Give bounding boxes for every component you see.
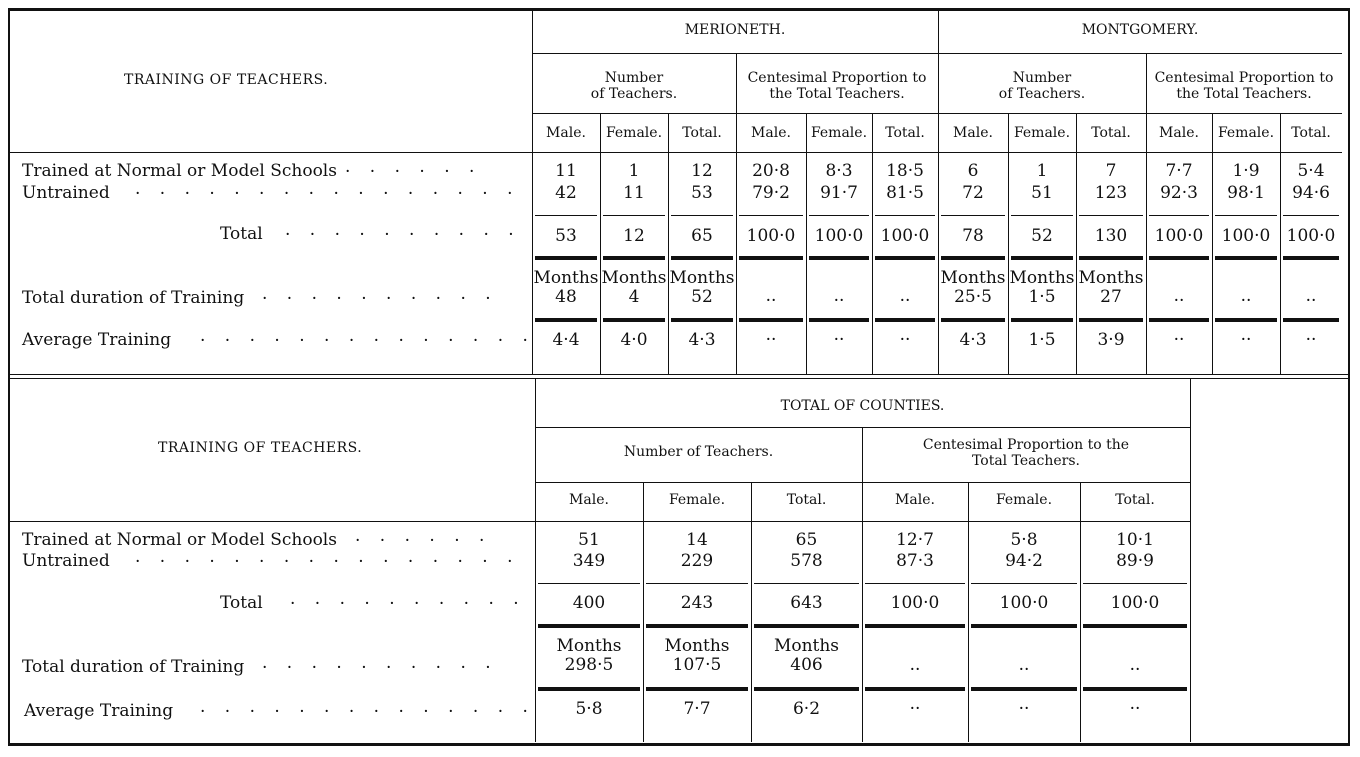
- total-rule: [865, 687, 965, 691]
- table-cell: 52: [691, 287, 713, 307]
- total-rule: [1079, 318, 1143, 322]
- table-cell: 65: [691, 226, 713, 246]
- total-rule: [671, 256, 733, 260]
- table-cell: ··: [1173, 330, 1185, 350]
- total-rule: [809, 256, 869, 260]
- proportion-heading: Centesimal Proportion to the Total Teachers.: [922, 437, 1130, 469]
- row-rule: [1079, 215, 1143, 216]
- total-rule: [603, 256, 665, 260]
- column-heading: Total.: [1291, 125, 1331, 141]
- total-rule: [535, 318, 597, 322]
- table-cell: 100·0: [1221, 226, 1271, 246]
- region-heading: TOTAL OF COUNTIES.: [780, 398, 945, 414]
- table-cell: 643: [790, 593, 823, 613]
- total-rule: [535, 256, 597, 260]
- proportion-heading: Centesimal Proportion to the Total Teachers.: [747, 70, 927, 102]
- table-cell: 4·4: [552, 330, 580, 350]
- unit-label: Months: [1078, 268, 1144, 288]
- table-cell: 18·5: [886, 161, 924, 181]
- leader-dots: · · · · · · · · · · · · · · · ·: [135, 552, 520, 572]
- table-cell: 20·8: [752, 161, 790, 181]
- table-cell: 123: [1094, 183, 1128, 203]
- unit-label: Months: [669, 268, 735, 288]
- column-heading: Male.: [953, 125, 993, 141]
- table-cell: 27: [1100, 287, 1122, 307]
- table-cell: 52: [1031, 226, 1053, 246]
- column-heading: Female.: [668, 492, 726, 508]
- table-cell: 25·5: [954, 287, 992, 307]
- total-rule: [1283, 318, 1339, 322]
- table-caption: TRAINING OF TEACHERS.: [124, 72, 329, 88]
- column-heading: Total.: [1115, 492, 1155, 508]
- leader-dots: · · · · · · · · · · · · · ·: [200, 331, 535, 351]
- table-cell: ··: [909, 660, 921, 680]
- row-rule: [535, 215, 597, 216]
- proportion-heading: Centesimal Proportion to the Total Teachers.: [1154, 70, 1334, 102]
- table-cell: 91·7: [820, 183, 858, 203]
- row-rule: [971, 583, 1077, 584]
- table-cell: 7: [1105, 161, 1117, 181]
- table-cell: ··: [765, 291, 777, 311]
- column-heading: Female.: [810, 125, 868, 141]
- row-label: Total duration of Training: [22, 288, 245, 308]
- table-cell: 6: [967, 161, 979, 181]
- row-rule: [1283, 215, 1339, 216]
- table-cell: ··: [1129, 660, 1141, 680]
- table-cell: 7·7: [683, 699, 711, 719]
- table-cell: 53: [691, 183, 713, 203]
- table-cell: 98·1: [1227, 183, 1265, 203]
- table-cell: 3·9: [1097, 330, 1125, 350]
- row-label: Total: [220, 593, 263, 613]
- table-cell: 400: [572, 593, 606, 613]
- table-cell: 5·4: [1297, 161, 1325, 181]
- table-cell: 406: [790, 655, 823, 675]
- column-heading: Male.: [895, 492, 935, 508]
- total-rule: [875, 256, 935, 260]
- table-cell: 1·9: [1232, 161, 1260, 181]
- column-heading: Female.: [1013, 125, 1071, 141]
- table-cell: 14: [686, 530, 708, 550]
- table-cell: 51: [1031, 183, 1053, 203]
- row-label: Average Training: [22, 330, 172, 350]
- table-cell: 100·0: [814, 226, 864, 246]
- table-cell: 65: [795, 530, 818, 550]
- table-cell: 89·9: [1116, 551, 1154, 571]
- table-cell: 5·8: [575, 699, 603, 719]
- row-rule: [754, 583, 859, 584]
- table-cell: 42: [555, 183, 577, 203]
- row-rule: [671, 215, 733, 216]
- table-cell: ··: [909, 699, 921, 719]
- row-rule: [938, 113, 1342, 114]
- total-rule: [1215, 318, 1277, 322]
- table-cell: 79·2: [752, 183, 790, 203]
- column-heading: Male.: [1159, 125, 1199, 141]
- row-label: Untrained: [22, 551, 110, 571]
- table-cell: 12: [691, 161, 713, 181]
- total-rule: [1149, 256, 1209, 260]
- table-cell: 94·2: [1005, 551, 1043, 571]
- table-cell: 87·3: [896, 551, 934, 571]
- total-rule: [1149, 318, 1209, 322]
- table-cell: 100·0: [880, 226, 930, 246]
- region-heading: MONTGOMERY.: [1081, 22, 1199, 38]
- row-rule: [739, 215, 803, 216]
- total-rule: [538, 687, 640, 691]
- row-rule: [809, 215, 869, 216]
- total-rule: [671, 318, 733, 322]
- row-rule: [10, 152, 1342, 153]
- row-rule: [603, 215, 665, 216]
- total-rule: [1083, 624, 1187, 628]
- table-cell: 48: [555, 287, 577, 307]
- table-cell: 229: [680, 551, 714, 571]
- row-label: Untrained: [22, 183, 110, 203]
- unit-label: Months: [1009, 268, 1075, 288]
- table-cell: ··: [833, 291, 845, 311]
- number-heading: Number of Teachers.: [623, 444, 774, 460]
- row-rule: [875, 215, 935, 216]
- table-cell: 6·2: [792, 699, 821, 719]
- column-heading: Female.: [995, 492, 1053, 508]
- leader-dots: · · · · · ·: [355, 531, 492, 551]
- column-heading: Total.: [1091, 125, 1131, 141]
- column-heading: Female.: [605, 125, 663, 141]
- total-rule: [865, 624, 965, 628]
- column-heading: Male.: [546, 125, 586, 141]
- row-rule: [1011, 215, 1073, 216]
- total-rule: [1011, 256, 1073, 260]
- column-heading: Total.: [682, 125, 722, 141]
- column-heading: Male.: [569, 492, 609, 508]
- unit-label: Months: [556, 636, 622, 656]
- row-rule: [10, 378, 1350, 379]
- total-rule: [1215, 256, 1277, 260]
- table-cell: 51: [578, 530, 600, 550]
- column-heading: Female.: [1217, 125, 1275, 141]
- region-heading: MERIONETH.: [684, 22, 786, 38]
- table-cell: 298·5: [564, 655, 614, 675]
- total-rule: [1083, 687, 1187, 691]
- total-rule: [739, 256, 803, 260]
- table-cell: ··: [1018, 660, 1030, 680]
- column-rule: [862, 427, 863, 742]
- total-rule: [809, 318, 869, 322]
- table-cell: 92·3: [1160, 183, 1198, 203]
- row-rule: [941, 215, 1005, 216]
- table-cell: 81·5: [886, 183, 924, 203]
- row-rule: [10, 521, 1190, 522]
- table-cell: 100·0: [1154, 226, 1204, 246]
- table-cell: 11: [623, 183, 645, 203]
- table-cell: 107·5: [672, 655, 722, 675]
- table-cell: 5·8: [1010, 530, 1038, 550]
- total-rule: [971, 687, 1077, 691]
- table-cell: 100·0: [1110, 593, 1160, 613]
- table-cell: 100·0: [1286, 226, 1336, 246]
- table-cell: 4·0: [620, 330, 648, 350]
- total-rule: [1283, 256, 1339, 260]
- row-rule: [646, 583, 748, 584]
- row-rule: [532, 113, 938, 114]
- column-heading: Total.: [786, 492, 827, 508]
- total-rule: [941, 318, 1005, 322]
- total-rule: [646, 624, 748, 628]
- leader-dots: · · · · · · · · · ·: [290, 594, 526, 614]
- number-heading: Number of Teachers.: [590, 70, 678, 102]
- total-rule: [646, 687, 748, 691]
- table-cell: ··: [1305, 330, 1317, 350]
- table-cell: ··: [1240, 291, 1252, 311]
- total-rule: [1011, 318, 1073, 322]
- row-label: Average Training: [24, 701, 174, 721]
- row-rule: [538, 583, 640, 584]
- row-label: Trained at Normal or Model Schools: [22, 530, 337, 550]
- table-cell: ··: [833, 330, 845, 350]
- table-cell: ··: [1129, 699, 1141, 719]
- unit-label: Months: [940, 268, 1006, 288]
- column-rule: [1190, 379, 1191, 742]
- row-label: Trained at Normal or Model Schools: [22, 161, 337, 181]
- table-cell: 53: [555, 226, 577, 246]
- unit-label: Months: [773, 636, 840, 656]
- table-cell: 4·3: [688, 330, 716, 350]
- total-rule: [603, 318, 665, 322]
- table-cell: ··: [1018, 699, 1030, 719]
- table-cell: ··: [1240, 330, 1252, 350]
- table-cell: 4·3: [959, 330, 987, 350]
- total-rule: [941, 256, 1005, 260]
- table-cell: 94·6: [1292, 183, 1330, 203]
- row-rule: [1215, 215, 1277, 216]
- table-cell: 72: [962, 183, 984, 203]
- table-cell: 1: [1036, 161, 1048, 181]
- unit-label: Months: [664, 636, 730, 656]
- table-cell: 10·1: [1116, 530, 1154, 550]
- table-cell: 4: [628, 287, 640, 307]
- number-heading: Number of Teachers.: [998, 70, 1086, 102]
- table-cell: 100·0: [890, 593, 940, 613]
- table-cell: 8·3: [825, 161, 853, 181]
- table-cell: 12·7: [896, 530, 934, 550]
- table-cell: 1: [628, 161, 640, 181]
- table-cell: 7·7: [1165, 161, 1193, 181]
- table-cell: ··: [1305, 291, 1317, 311]
- table-cell: ··: [899, 291, 911, 311]
- column-heading: Male.: [751, 125, 791, 141]
- table-cell: 100·0: [999, 593, 1049, 613]
- leader-dots: · · · · · · · · · · · · · · · ·: [135, 184, 520, 204]
- table-cell: 78: [962, 226, 984, 246]
- table-cell: 349: [572, 551, 606, 571]
- table-cell: 100·0: [746, 226, 796, 246]
- table-cell: ··: [765, 330, 777, 350]
- total-rule: [754, 687, 859, 691]
- table-cell: 1·5: [1028, 330, 1056, 350]
- leader-dots: · · · · · · · · · ·: [262, 658, 498, 678]
- total-rule: [754, 624, 859, 628]
- table-caption: TRAINING OF TEACHERS.: [158, 440, 363, 456]
- total-rule: [971, 624, 1077, 628]
- leader-dots: · · · · · · · · · · · · · ·: [200, 702, 535, 722]
- total-rule: [875, 318, 935, 322]
- row-label: Total: [220, 224, 263, 244]
- column-heading: Total.: [885, 125, 925, 141]
- table-cell: 1·5: [1028, 287, 1056, 307]
- table-cell: 130: [1094, 226, 1128, 246]
- table-cell: ··: [1173, 291, 1185, 311]
- row-rule: [10, 374, 1350, 375]
- row-label: Total duration of Training: [22, 657, 245, 677]
- table-cell: 578: [790, 551, 823, 571]
- row-rule: [1149, 215, 1209, 216]
- table-cell: ··: [899, 330, 911, 350]
- table-cell: 12: [623, 226, 645, 246]
- row-rule: [1083, 583, 1187, 584]
- leader-dots: · · · · · ·: [345, 162, 482, 182]
- table-cell: 243: [680, 593, 714, 613]
- unit-label: Months: [601, 268, 667, 288]
- total-rule: [538, 624, 640, 628]
- leader-dots: · · · · · · · · · ·: [262, 289, 498, 309]
- unit-label: Months: [533, 268, 599, 288]
- total-rule: [1079, 256, 1143, 260]
- leader-dots: · · · · · · · · · ·: [285, 225, 521, 245]
- row-rule: [532, 53, 1342, 54]
- table-cell: 11: [555, 161, 577, 181]
- row-rule: [865, 583, 965, 584]
- total-rule: [739, 318, 803, 322]
